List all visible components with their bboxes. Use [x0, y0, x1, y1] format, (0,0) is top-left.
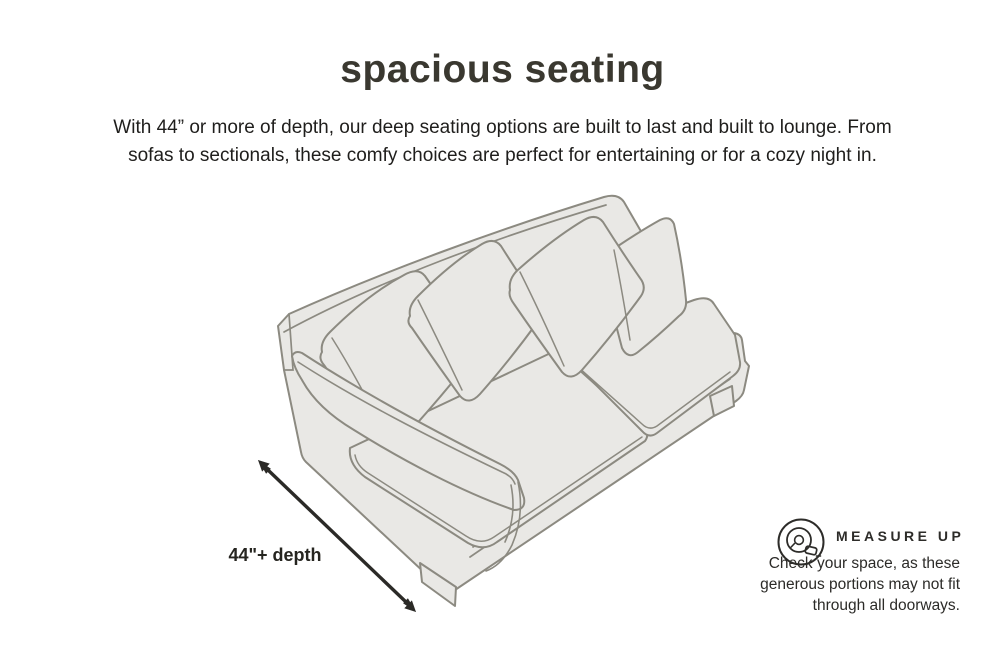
measure-up-line-1: Check your space, as these — [768, 555, 960, 572]
measure-up-heading: MEASURE UP — [836, 528, 965, 544]
depth-dimension-label: 44"+ depth — [228, 545, 322, 565]
depth-arrow — [246, 448, 426, 624]
page-description — [72, 114, 933, 169]
description-line-2: sofas to sectionals, these comfy choices are perfect for entertaining or for a cozy night in. — [128, 144, 877, 166]
measure-up-text — [700, 553, 960, 616]
measure-up-section — [700, 512, 990, 627]
measure-up-line-2: generous portions may not fit — [760, 576, 960, 593]
page-title: spacious seating — [340, 48, 665, 91]
measure-up-line-3: through all doorways. — [812, 597, 960, 614]
double-headed-arrow-icon — [246, 448, 426, 624]
description-line-1: With 44” or more of depth, our deep seating options are built to last and built to lounge. From — [113, 117, 892, 138]
